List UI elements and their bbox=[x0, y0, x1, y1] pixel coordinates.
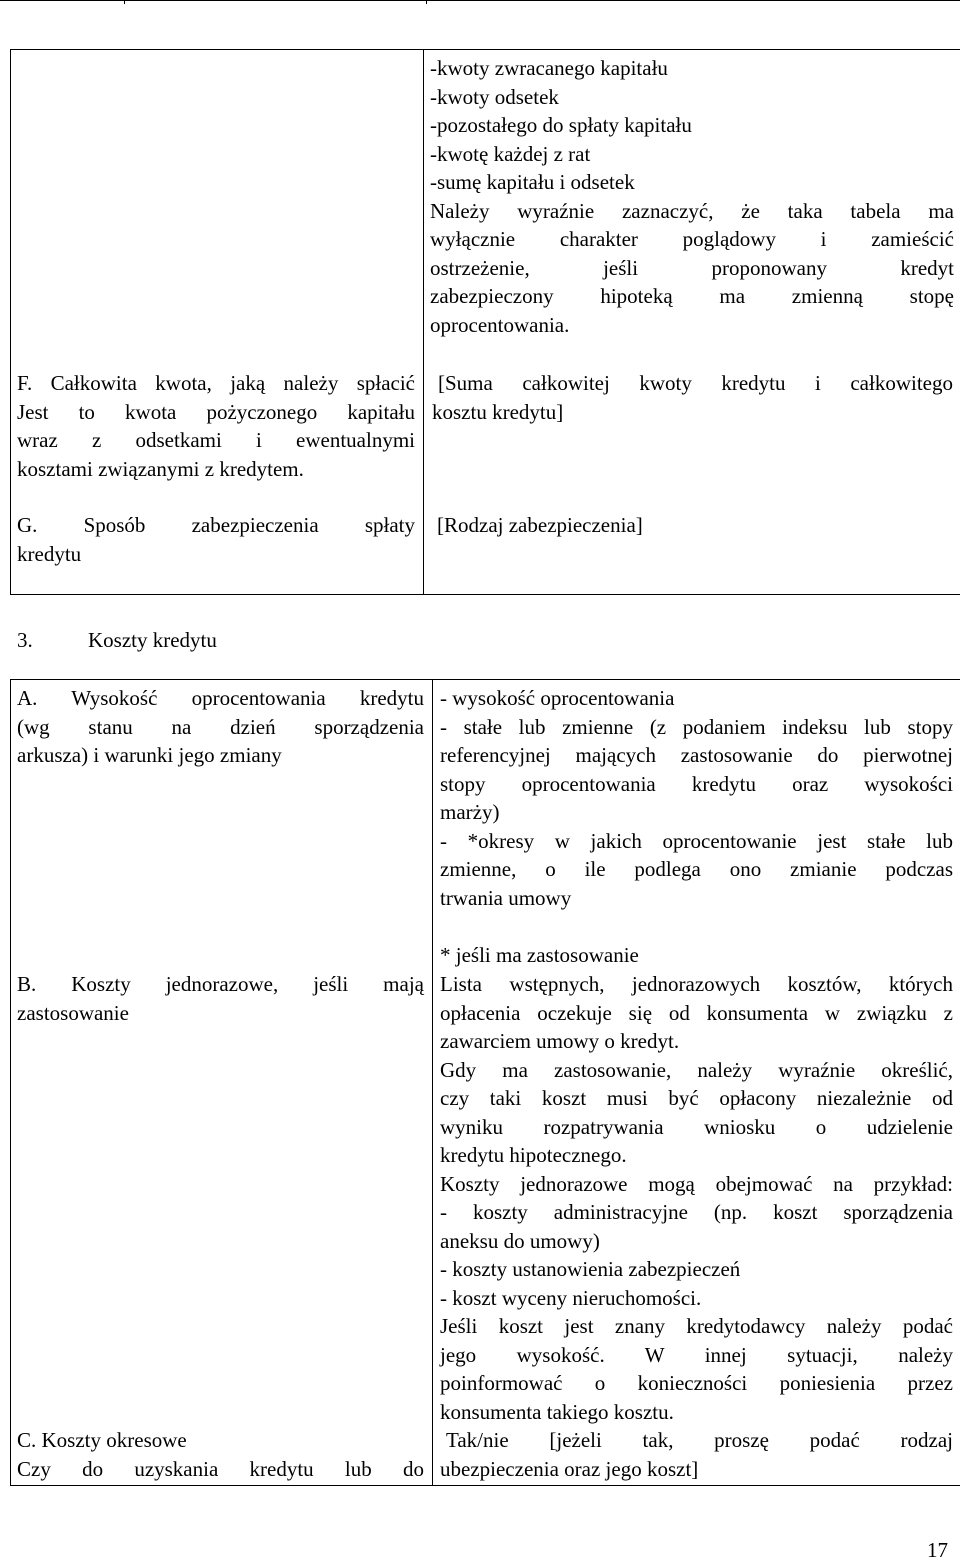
row-b-value-line: Jeśli koszt jest znany kredytodawcy należy podać bbox=[440, 1314, 953, 1338]
row-f-label-line: F. Całkowita kwota, jaką należy spłacić bbox=[17, 371, 415, 395]
schedule-item: -sumę kapitału i odsetek bbox=[430, 170, 635, 194]
row-a-label-line: arkusza) i warunki jego zmiany bbox=[17, 743, 282, 767]
row-b-value-line: - koszty ustanowienia zabezpieczeń bbox=[440, 1257, 741, 1281]
row-b-value-line: opłacenia oczekuje się od konsumenta w związku z bbox=[440, 1000, 953, 1025]
schedule-item: -kwoty odsetek bbox=[430, 84, 559, 109]
row-b-value-line: - koszt wyceny nieruchomości. bbox=[440, 1285, 702, 1310]
row-a-value-line: trwania umowy bbox=[440, 885, 572, 910]
table2-bottom-border bbox=[10, 1485, 960, 1486]
row-a-value-line: zmienne, o ile podlega ono zmianie podczas bbox=[440, 857, 953, 881]
row-f-value-line: kosztu kredytu] bbox=[432, 399, 564, 424]
table2-middle-border bbox=[432, 679, 433, 1486]
section-heading bbox=[17, 626, 417, 655]
row-a-label-line: A. Wysokość oprocentowania kredytu bbox=[17, 686, 424, 710]
warning-text-line: Należy wyraźnie zaznaczyć, że taka tabela ma bbox=[430, 198, 954, 223]
schedule-items bbox=[430, 54, 954, 339]
row-b-value-line: zawarciem umowy o kredyt. bbox=[440, 1029, 680, 1053]
row-f-label-line: kosztami związanymi z kredytem. bbox=[17, 456, 304, 481]
row-g-value bbox=[437, 511, 953, 540]
row-c-value-line: ubezpieczenia oraz jego koszt] bbox=[440, 1456, 699, 1481]
row-g-label-line: G. Sposób zabezpieczenia spłaty bbox=[17, 513, 415, 537]
row-b-value-line: poinformować o konieczności poniesienia przez bbox=[440, 1371, 953, 1395]
row-f-value bbox=[432, 369, 953, 426]
page-number: 17 bbox=[927, 1538, 948, 1562]
warning-text-line: zabezpieczony hipoteką ma zmienną stopę bbox=[430, 284, 954, 308]
section-title: Koszty kredytu bbox=[88, 628, 217, 652]
top-border-fragment bbox=[0, 0, 960, 1]
row-f-value-line: [Suma całkowitej kwoty kredytu i całkowitego bbox=[438, 371, 953, 395]
warning-text-line: oprocentowania. bbox=[430, 312, 570, 337]
row-a-footnote: * jeśli ma zastosowanie bbox=[440, 942, 639, 967]
row-f-label-line: Jest to kwota pożyczonego kapitału bbox=[17, 399, 415, 424]
warning-text-line: wyłącznie charakter poglądowy i zamieścić bbox=[430, 227, 954, 251]
row-a-value-line: - stałe lub zmienne (z podaniem indeksu lub stopy bbox=[440, 714, 953, 739]
row-b-value-line: kredytu hipotecznego. bbox=[440, 1143, 627, 1167]
row-c-value-line: Tak/nie [jeżeli tak, proszę podać rodzaj bbox=[446, 1428, 953, 1452]
row-c-label-line: C. Koszty okresowe bbox=[17, 1428, 187, 1452]
row-a-value-line: marży) bbox=[440, 800, 500, 824]
table1-left-border bbox=[10, 49, 11, 595]
row-b-value-line: czy taki koszt musi być opłacony niezależnie od bbox=[440, 1086, 953, 1110]
schedule-item: -kwotę każdej z rat bbox=[430, 141, 591, 166]
row-g-label-line: kredytu bbox=[17, 541, 82, 566]
row-g-label bbox=[17, 511, 415, 568]
row-b-label-line: B. Koszty jednorazowe, jeśli mają bbox=[17, 972, 424, 996]
table1-middle-border bbox=[423, 49, 424, 595]
row-b-label-line: zastosowanie bbox=[17, 1000, 129, 1025]
row-a-value-line: - wysokość oprocentowania bbox=[440, 686, 675, 710]
row-b-label bbox=[17, 970, 424, 1027]
row-a-value bbox=[440, 684, 953, 969]
section-number: 3. bbox=[17, 628, 33, 652]
row-f-label bbox=[17, 369, 415, 483]
row-b-value-line: jego wysokość. W innej sytuacji, należy bbox=[440, 1342, 953, 1367]
row-a-label bbox=[17, 684, 424, 770]
top-border-tick-left bbox=[124, 0, 125, 4]
row-b-value-line: aneksu do umowy) bbox=[440, 1228, 600, 1253]
row-c-value bbox=[440, 1426, 953, 1483]
row-a-label-line: (wg stanu na dzień sporządzenia bbox=[17, 714, 424, 739]
top-border-tick-right bbox=[426, 0, 427, 4]
row-f-label-line: wraz z odsetkami i ewentualnymi bbox=[17, 428, 415, 452]
row-c-label bbox=[17, 1426, 424, 1483]
row-b-value bbox=[440, 970, 953, 1426]
row-b-value-line: konsumenta takiego kosztu. bbox=[440, 1399, 674, 1424]
table1-top-border bbox=[10, 49, 960, 50]
schedule-item: -pozostałego do spłaty kapitału bbox=[430, 113, 692, 137]
row-a-value-line: stopy oprocentowania kredytu oraz wysokości bbox=[440, 771, 953, 796]
row-a-value-line: - *okresy w jakich oprocentowanie jest stałe lub bbox=[440, 828, 953, 853]
row-b-value-line: - koszty administracyjne (np. koszt sporządzenia bbox=[440, 1200, 953, 1224]
table2-top-border bbox=[10, 679, 960, 680]
table2-left-border bbox=[10, 679, 11, 1486]
row-b-value-line: Koszty jednorazowe mogą obejmować na przykład: bbox=[440, 1171, 953, 1196]
schedule-item: -kwoty zwracanego kapitału bbox=[430, 56, 668, 80]
row-a-value-line: referencyjnej mających zastosowanie do pierwotnej bbox=[440, 743, 953, 767]
row-b-value-line: Gdy ma zastosowanie, należy wyraźnie określić, bbox=[440, 1057, 953, 1082]
row-b-value-line: wyniku rozpatrywania wniosku o udzielenie bbox=[440, 1114, 953, 1139]
table1-bottom-border bbox=[10, 594, 960, 595]
row-c-label-line: Czy do uzyskania kredytu lub do bbox=[17, 1456, 424, 1481]
row-g-value-text: [Rodzaj zabezpieczenia] bbox=[437, 513, 643, 537]
row-b-value-line: Lista wstępnych, jednorazowych kosztów, których bbox=[440, 972, 953, 996]
warning-text-line: ostrzeżenie, jeśli proponowany kredyt bbox=[430, 255, 954, 280]
